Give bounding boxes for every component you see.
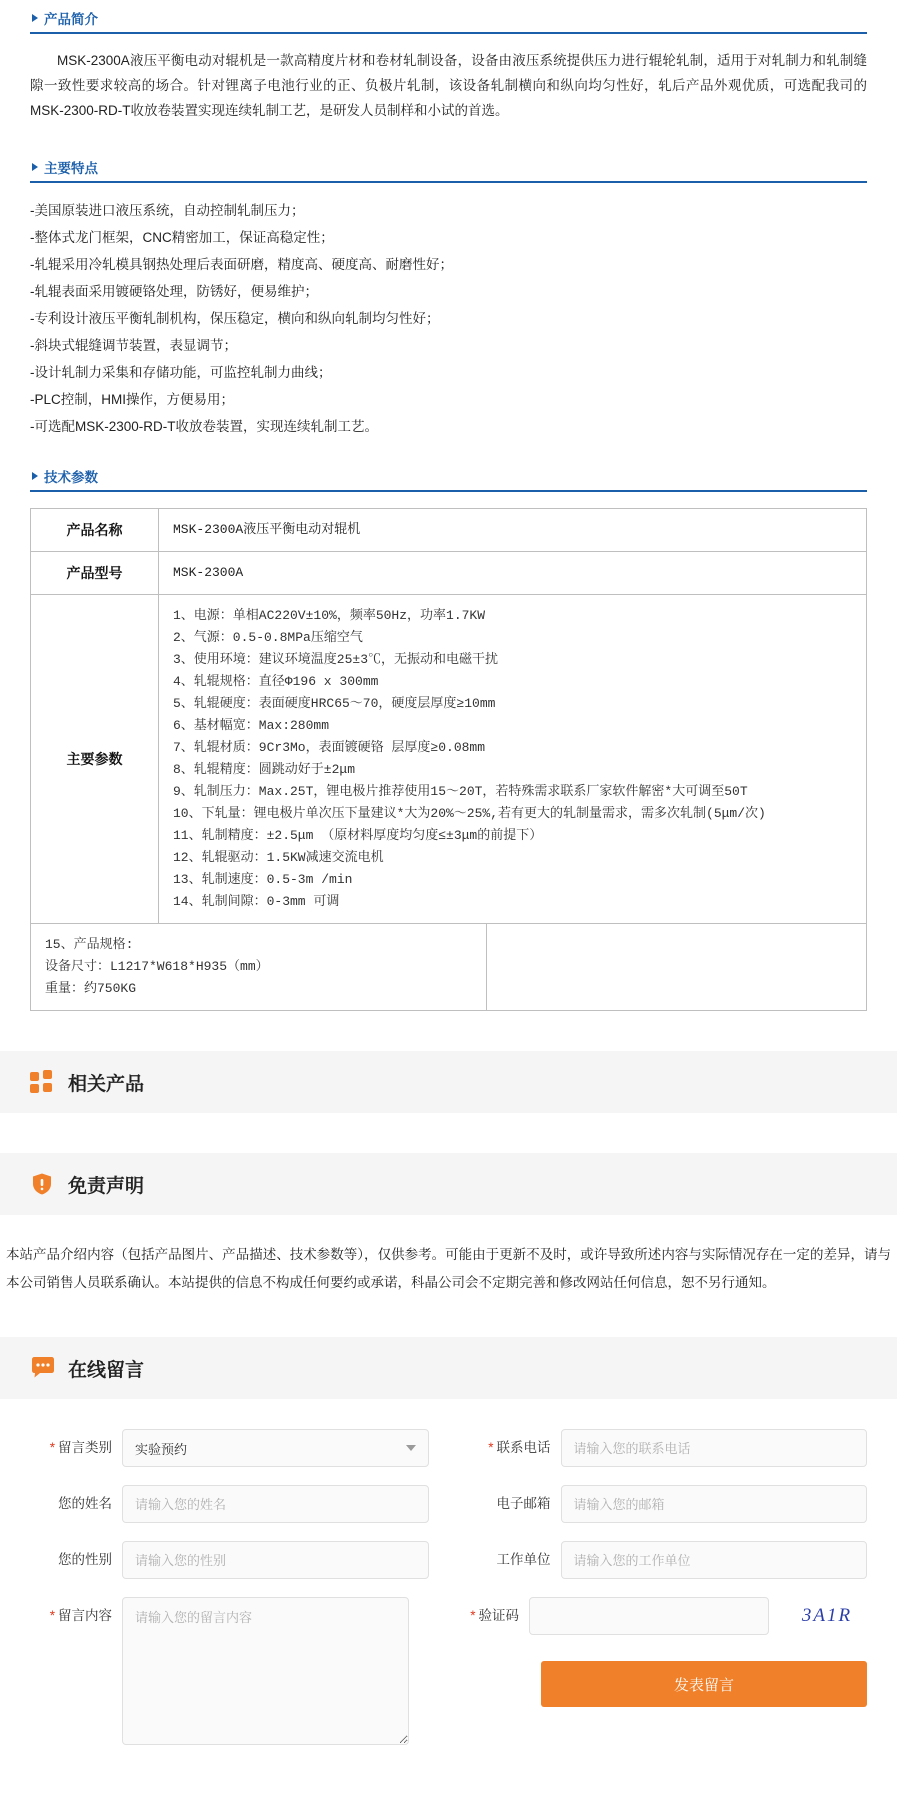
spec-empty-cell [487,924,867,1011]
spec-label-main-params: 主要参数 [31,595,159,924]
spec-value-model: MSK-2300A [159,552,867,595]
form-field-message-type [30,1429,429,1467]
captcha-row [529,1597,867,1635]
size-item: 设备尺寸：L1217*W618*H935（mm） [45,959,269,974]
param-item: 10、下轧量：锂电极片单次压下量建议*大为20%～25%,若有更大的轧制量需求，需多次轧制(5μm/次) [173,806,766,821]
feature-item: -专利设计液压平衡轧制机构，保压稳定，横向和纵向轧制均匀性好； [30,311,440,326]
form-field-phone [469,1429,868,1467]
table-row [31,595,867,924]
required-marker: * [49,1608,55,1623]
param-item: 8、轧辊精度：圆跳动好于±2μm [173,762,356,777]
feature-item: -美国原装进口液压系统，自动控制轧制压力； [30,203,305,218]
required-marker: * [488,1440,494,1455]
param-item: 3、使用环境：建议环境温度25±3℃，无振动和电磁干扰 [173,652,499,667]
triangle-icon [32,14,38,22]
label-company: 工作单位 [496,1552,551,1567]
gender-input[interactable] [122,1541,429,1579]
form-field-name [30,1485,429,1523]
form-row-2 [30,1485,867,1523]
label-phone [469,1429,561,1467]
param-item: 9、轧制压力：Max.25T，锂电极片推荐使用15～20T，若特殊需求联系厂家软件解密*大可调至50T [173,784,748,799]
captcha-image[interactable]: 3A1R [801,1605,853,1626]
spec-value-name: MSK-2300A液压平衡电动对辊机 [159,509,867,552]
shield-icon [30,1172,54,1196]
param-item: 6、基材幅宽：Max:280mm [173,718,330,733]
message-type-select[interactable] [122,1429,429,1467]
form-row-4 [30,1597,867,1748]
param-item: 11、轧制精度：±2.5μm （原材料厚度均匀度≤±3μm的前提下） [173,828,543,843]
name-input[interactable] [122,1485,429,1523]
feature-item: -斜块式辊缝调节装置，表显调节； [30,338,237,353]
required-marker: * [49,1440,55,1455]
product-intro-text: MSK-2300A液压平衡电动对辊机是一款高精度片材和卷材轧制设备，设备由液压系统提供压力进行辊轮轧制，适用于对轧制力和轧制缝隙一致性要求较高的场合。针对锂离子电池行业的正、负极片轧制，该设备轧制横向和纵向均匀性好，轧后产品外观优质，可选配我司的MSK-2300-RD-T收放卷装置实现连续轧制工艺，是研发人员制样和小试的首选。 [30,53,867,118]
feature-item: -PLC控制，HMI操作，方便易用； [30,392,235,407]
features-list [30,197,867,440]
size-item: 15、产品规格: [45,937,134,952]
form-field-captcha-group [449,1597,867,1748]
disclaimer-title: 免责声明 [68,1175,145,1197]
section-title-specs: 技术参数 [44,470,98,485]
label-text: 验证码 [478,1608,519,1623]
label-captcha [449,1597,529,1635]
required-marker: * [470,1608,476,1623]
email-input[interactable] [561,1485,868,1523]
submit-message-button[interactable]: 发表留言 [541,1661,867,1707]
table-row [31,509,867,552]
feature-item: -轧辊表面采用镀硬铬处理，防锈好，便易维护； [30,284,318,299]
param-item: 7、轧辊材质：9Cr3Mo，表面镀硬铬 层厚度≥0.08mm [173,740,486,755]
company-input[interactable] [561,1541,868,1579]
message-title: 在线留言 [68,1359,145,1381]
section-heading-intro [30,8,867,34]
label-email: 电子邮箱 [496,1496,551,1511]
spec-label-name: 产品名称 [31,509,159,552]
section-heading-features [30,157,867,183]
label-gender: 您的性别 [58,1552,112,1567]
chat-icon [30,1356,54,1380]
param-item: 5、轧辊硬度：表面硬度HRC65～70，硬度层厚度≥10mm [173,696,496,711]
label-text: 留言内容 [58,1608,112,1623]
size-item: 重量：约750KG [45,981,137,996]
message-form [0,1429,897,1806]
table-row [31,552,867,595]
label-content [30,1597,122,1635]
spec-label-model: 产品型号 [31,552,159,595]
section-title-features: 主要特点 [44,161,98,176]
disclaimer-banner [0,1153,897,1215]
related-products-banner [0,1051,897,1113]
section-heading-specs [30,466,867,492]
param-item: 2、气源：0.5-0.8MPa压缩空气 [173,630,363,645]
form-field-content [30,1597,409,1748]
triangle-icon [32,163,38,171]
form-field-gender [30,1541,429,1579]
label-text: 联系电话 [496,1440,551,1455]
form-row-3 [30,1541,867,1579]
label-name: 您的姓名 [58,1496,112,1511]
related-products-title: 相关产品 [68,1073,145,1095]
form-field-email [469,1485,868,1523]
content-textarea[interactable] [122,1597,409,1745]
label-message-type [30,1429,122,1467]
table-row [31,924,867,1011]
submit-wrap [541,1661,867,1707]
param-item: 1、电源：单相AC220V±10%，频率50Hz，功率1.7KW [173,608,486,623]
captcha-input[interactable] [529,1597,769,1635]
param-item: 12、轧辊驱动：1.5KW减速交流电机 [173,850,384,865]
param-item: 13、轧制速度：0.5-3m /min [173,872,353,887]
feature-item: -轧辊采用冷轧模具钢热处理后表面研磨，精度高、硬度高、耐磨性好； [30,257,453,272]
triangle-icon [32,472,38,480]
spec-value-main-params [159,595,867,924]
label-text: 留言类别 [58,1440,112,1455]
grid-icon [30,1070,54,1094]
message-type-value: 实验预约 [135,1441,188,1457]
form-row-1 [30,1429,867,1467]
section-title-intro: 产品简介 [44,12,98,27]
spec-table [30,508,867,1011]
message-banner [0,1337,897,1399]
product-detail-page [0,8,897,1806]
phone-input[interactable] [561,1429,868,1467]
feature-item: -可选配MSK-2300-RD-T收放卷装置，实现连续轧制工艺。 [30,419,379,434]
disclaimer-text: 本站产品介绍内容（包括产品图片、产品描述、技术参数等），仅供参考。可能由于更新不及时，或许导致所述内容与实际情况存在一定的差异，请与本公司销售人员联系确认。本站提供的信息不构成任何要约或承诺，科晶公司会不定期完善和修改网站任何信息，恕不另行通知。 [6,1247,891,1290]
form-field-company [469,1541,868,1579]
param-item: 4、轧辊规格：直径Φ196 x 300mm [173,674,379,689]
feature-item: -设计轧制力采集和存储功能，可监控轧制力曲线； [30,365,332,380]
spec-value-size [31,924,487,1011]
param-item: 14、轧制间隙：0-3mm 可调 [173,894,340,909]
chevron-down-icon [406,1445,416,1451]
feature-item: -整体式龙门框架，CNC精密加工，保证高稳定性； [30,230,334,245]
